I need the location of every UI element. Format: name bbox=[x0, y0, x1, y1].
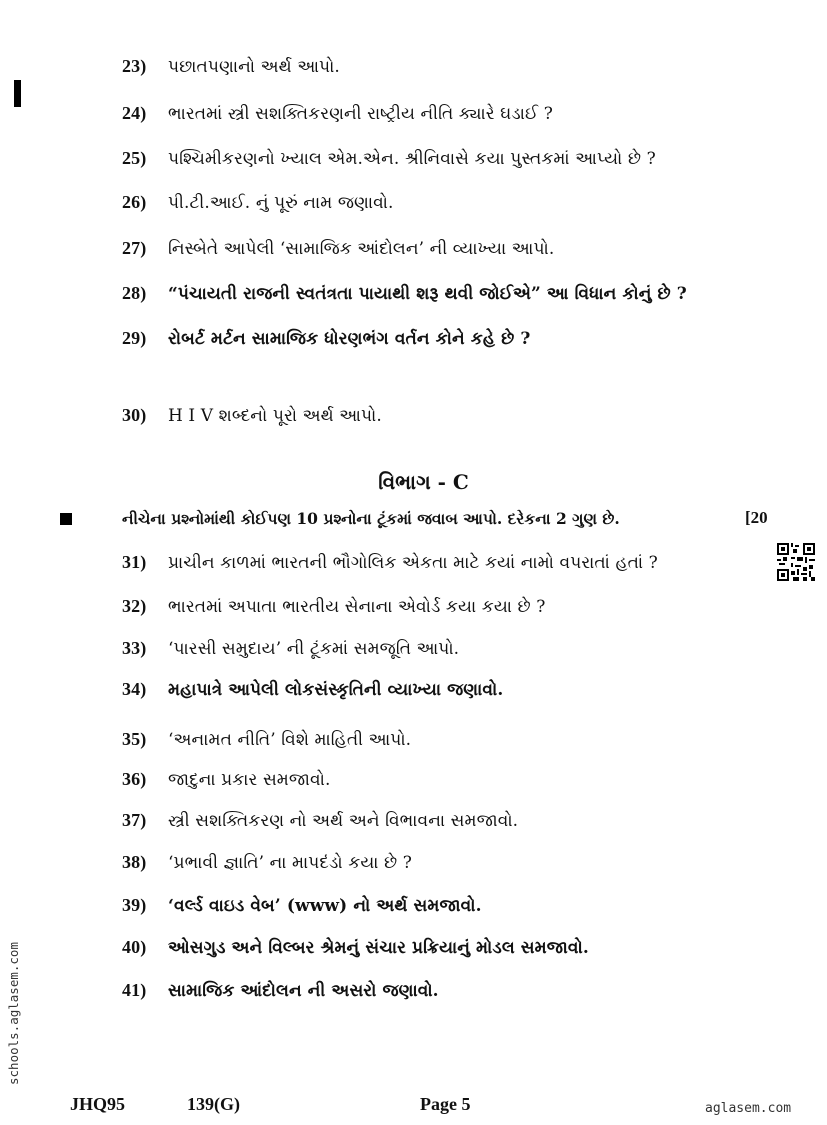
question-23 bbox=[122, 55, 340, 78]
question-40 bbox=[122, 936, 589, 959]
question-text: ‘પારસી સમુદાય’ ની ટૂંકમાં સમજૂતિ આપો. bbox=[168, 639, 460, 659]
question-36 bbox=[122, 768, 330, 791]
footer-page-number: Page 5 bbox=[420, 1094, 471, 1114]
question-number: 33) bbox=[122, 638, 147, 658]
question-41 bbox=[122, 979, 439, 1002]
question-39 bbox=[122, 894, 482, 917]
question-34 bbox=[122, 678, 503, 701]
question-text: ‘અનામત નીતિ’ વિશે માહિતી આપો. bbox=[168, 730, 412, 750]
question-text: ઓસગુડ અને વિલ્બર શ્રેમનું સંચાર પ્રક્રિયાનું મોડલ સમજાવો. bbox=[168, 938, 589, 958]
question-text: પી.ટી.આઈ. નું પૂરું નામ જણાવો. bbox=[168, 193, 394, 213]
question-37 bbox=[122, 809, 518, 832]
question-number: 31) bbox=[122, 552, 147, 572]
question-number: 26) bbox=[122, 192, 147, 212]
section-marks: [20 bbox=[745, 508, 768, 527]
question-number: 38) bbox=[122, 852, 147, 872]
question-31 bbox=[122, 551, 658, 574]
question-text: ભારતમાં અપાતા ભારતીય સેનાના એવોર્ડ કયા કયા છે ? bbox=[168, 597, 546, 617]
question-text: “પંચાયતી રાજની સ્વતંત્રતા પાયાથી શરૂ થવી જોઈએ” આ વિધાન કોનું છે ? bbox=[168, 284, 687, 304]
question-number: 29) bbox=[122, 328, 147, 348]
question-text: રોબર્ટ મર્ટન સામાજિક ધોરણભંગ વર્તન કોને કહે છે ? bbox=[168, 329, 531, 349]
question-number: 28) bbox=[122, 283, 147, 303]
question-number: 23) bbox=[122, 56, 147, 76]
question-text: નિસ્બેતે આપેલી ‘સામાજિક આંદોલન’ ની વ્યાખ્યા આપો. bbox=[168, 239, 555, 259]
question-number: 40) bbox=[122, 937, 147, 957]
bullet-square bbox=[60, 513, 72, 525]
question-text: ‘વર્લ્ડ વાઇડ વેબ’ (www) નો અર્થ સમજાવો. bbox=[168, 896, 482, 916]
question-29 bbox=[122, 327, 530, 350]
question-number: 24) bbox=[122, 103, 147, 123]
question-text: H I V શબ્દનો પૂરો અર્થ આપો. bbox=[168, 406, 382, 426]
question-number: 32) bbox=[122, 596, 147, 616]
question-text: ‘પ્રભાવી જ્ઞાતિ’ ના માપદંડો કયા છે ? bbox=[168, 853, 412, 873]
margin-marker bbox=[14, 80, 21, 107]
question-text: પછાતપણાનો અર્થ આપો. bbox=[168, 57, 340, 77]
question-number: 30) bbox=[122, 405, 147, 425]
question-26 bbox=[122, 191, 394, 214]
question-24 bbox=[122, 102, 553, 125]
question-number: 41) bbox=[122, 980, 147, 1000]
question-33 bbox=[122, 637, 459, 660]
question-38 bbox=[122, 851, 412, 874]
footer-code: JHQ95 bbox=[70, 1094, 126, 1114]
question-number: 25) bbox=[122, 148, 147, 168]
question-number: 35) bbox=[122, 729, 147, 749]
question-number: 36) bbox=[122, 769, 147, 789]
section-title: વિભાગ - C bbox=[378, 470, 469, 494]
question-text: પ્રાચીન કાળમાં ભારતની ભૌગોલિક એકતા માટે કયાં નામો વપરાતાં હતાં ? bbox=[168, 553, 658, 573]
question-number: 27) bbox=[122, 238, 147, 258]
question-text: સ્ત્રી સશક્તિકરણ નો અર્થ અને વિભાવના સમજાવો. bbox=[168, 811, 519, 831]
brand-watermark: aglasem.com bbox=[705, 1101, 792, 1116]
question-number: 39) bbox=[122, 895, 147, 915]
question-text: સામાજિક આંદોલન ની અસરો જણાવો. bbox=[168, 981, 439, 1001]
question-35 bbox=[122, 728, 411, 751]
question-32 bbox=[122, 595, 545, 618]
question-25 bbox=[122, 147, 656, 170]
question-text: મહાપાત્રે આપેલી લોકસંસ્કૃતિની વ્યાખ્યા જણાવો. bbox=[168, 680, 504, 700]
question-text: પશ્ચિમીકરણનો ખ્યાલ એમ.એન. શ્રીનિવાસે કયા પુસ્તકમાં આપ્યો છે ? bbox=[168, 149, 656, 169]
question-28 bbox=[122, 282, 687, 305]
footer-paper-code: 139(G) bbox=[187, 1094, 240, 1114]
question-text: ભારતમાં સ્ત્રી સશક્તિકરણની રાષ્ટ્રીય નીતિ ક્યારે ઘડાઈ ? bbox=[168, 104, 553, 124]
qr-code-icon bbox=[777, 543, 815, 581]
side-watermark: schools.aglasem.com bbox=[6, 942, 21, 1085]
question-number: 37) bbox=[122, 810, 147, 830]
question-30 bbox=[122, 404, 382, 427]
question-text: જાદુના પ્રકાર સમજાવો. bbox=[168, 770, 331, 790]
section-instruction: નીચેના પ્રશ્નોમાંથી કોઈપણ 10 પ્રશ્નોના ટૂંકમાં જવાબ આપો. દરેકના 2 ગુણ છે. bbox=[122, 509, 620, 528]
question-number: 34) bbox=[122, 679, 147, 699]
question-27 bbox=[122, 237, 554, 260]
